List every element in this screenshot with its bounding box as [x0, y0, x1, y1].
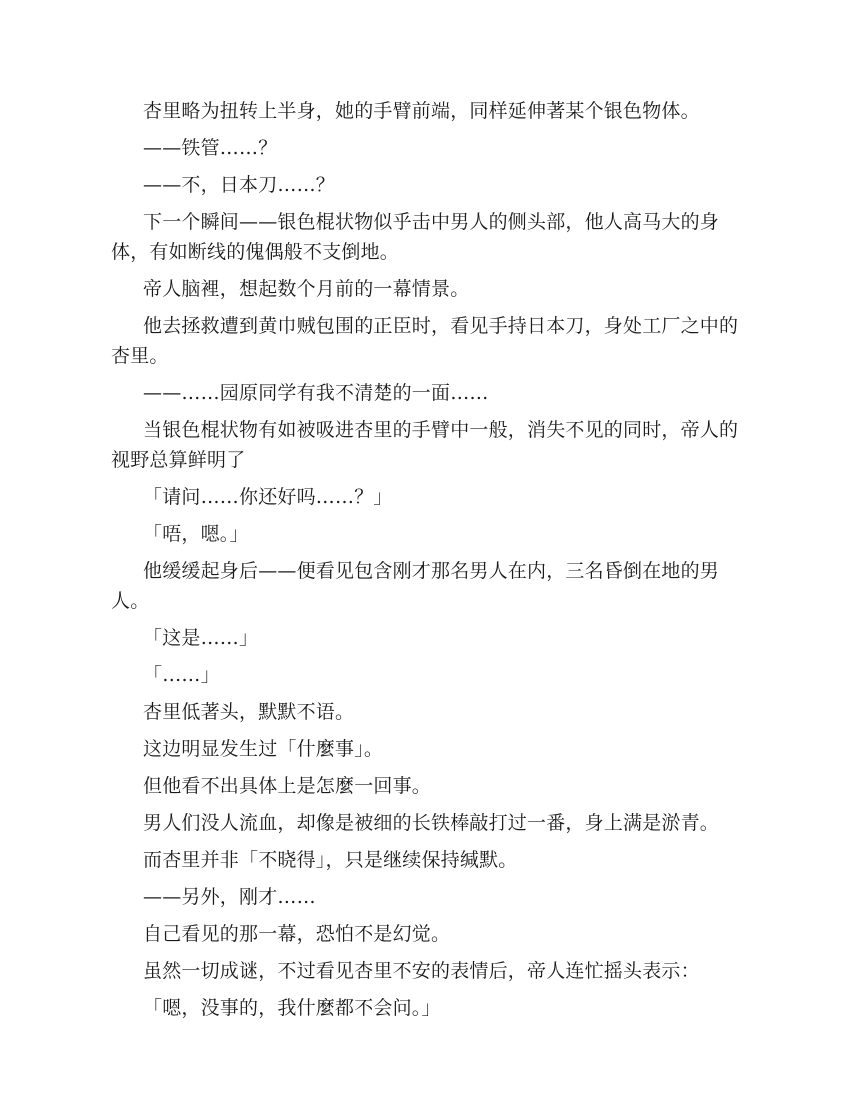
- paragraph: ——另外，刚才……: [143, 886, 316, 908]
- paragraph: 男人们没人流血，却像是被细的长铁棒敲打过一番，身上满是淤青。: [143, 812, 720, 834]
- paragraph: 下一个瞬间——银色棍状物似乎击中男人的侧头部，他人高马大的身体，有如断线的傀偶般不支倒地。: [111, 211, 720, 263]
- paragraph: 「这是……」: [143, 627, 259, 649]
- document-page: [111, 96, 751, 1030]
- paragraph: 而杏里并非「不晓得」，只是继续保持缄默。: [143, 849, 518, 871]
- paragraph: 帝人脑裡，想起数个月前的一幕情景。: [143, 278, 470, 300]
- paragraph: 他去拯救遭到黄巾贼包围的正臣时，看见手持日本刀，身处工厂之中的杏里。: [111, 315, 739, 367]
- paragraph: 杏里低著头，默默不语。: [143, 701, 355, 723]
- paragraph: 自己看见的那一幕，恐怕不是幻觉。: [143, 923, 451, 945]
- paragraph: 「……」: [143, 664, 220, 686]
- paragraph: 「唔，嗯。」: [143, 523, 249, 545]
- paragraph: ——铁管……？: [143, 137, 278, 159]
- paragraph: 「请问……你还好吗……？」: [143, 486, 393, 508]
- paragraph: 当银色棍状物有如被吸进杏里的手臂中一般，消失不见的同时，帝人的视野总算鲜明了: [111, 419, 739, 471]
- paragraph: 杏里略为扭转上半身，她的手臂前端，同样延伸著某个银色物体。: [143, 100, 700, 122]
- paragraph: 他缓缓起身后——便看见包含刚才那名男人在内，三名昏倒在地的男人。: [111, 560, 720, 612]
- paragraph: 「嗯，没事的，我什麼都不会问。」: [143, 997, 441, 1019]
- paragraph: 这边明显发生过「什麼事」。: [143, 738, 384, 760]
- paragraph: ——……园原同学有我不清楚的一面……: [143, 382, 489, 404]
- paragraph: ——不，日本刀……？: [143, 174, 336, 196]
- paragraph: 虽然一切成谜，不过看见杏里不安的表情后，帝人连忙摇头表示：: [143, 960, 700, 982]
- paragraph: 但他看不出具体上是怎麼一回事。: [143, 775, 432, 797]
